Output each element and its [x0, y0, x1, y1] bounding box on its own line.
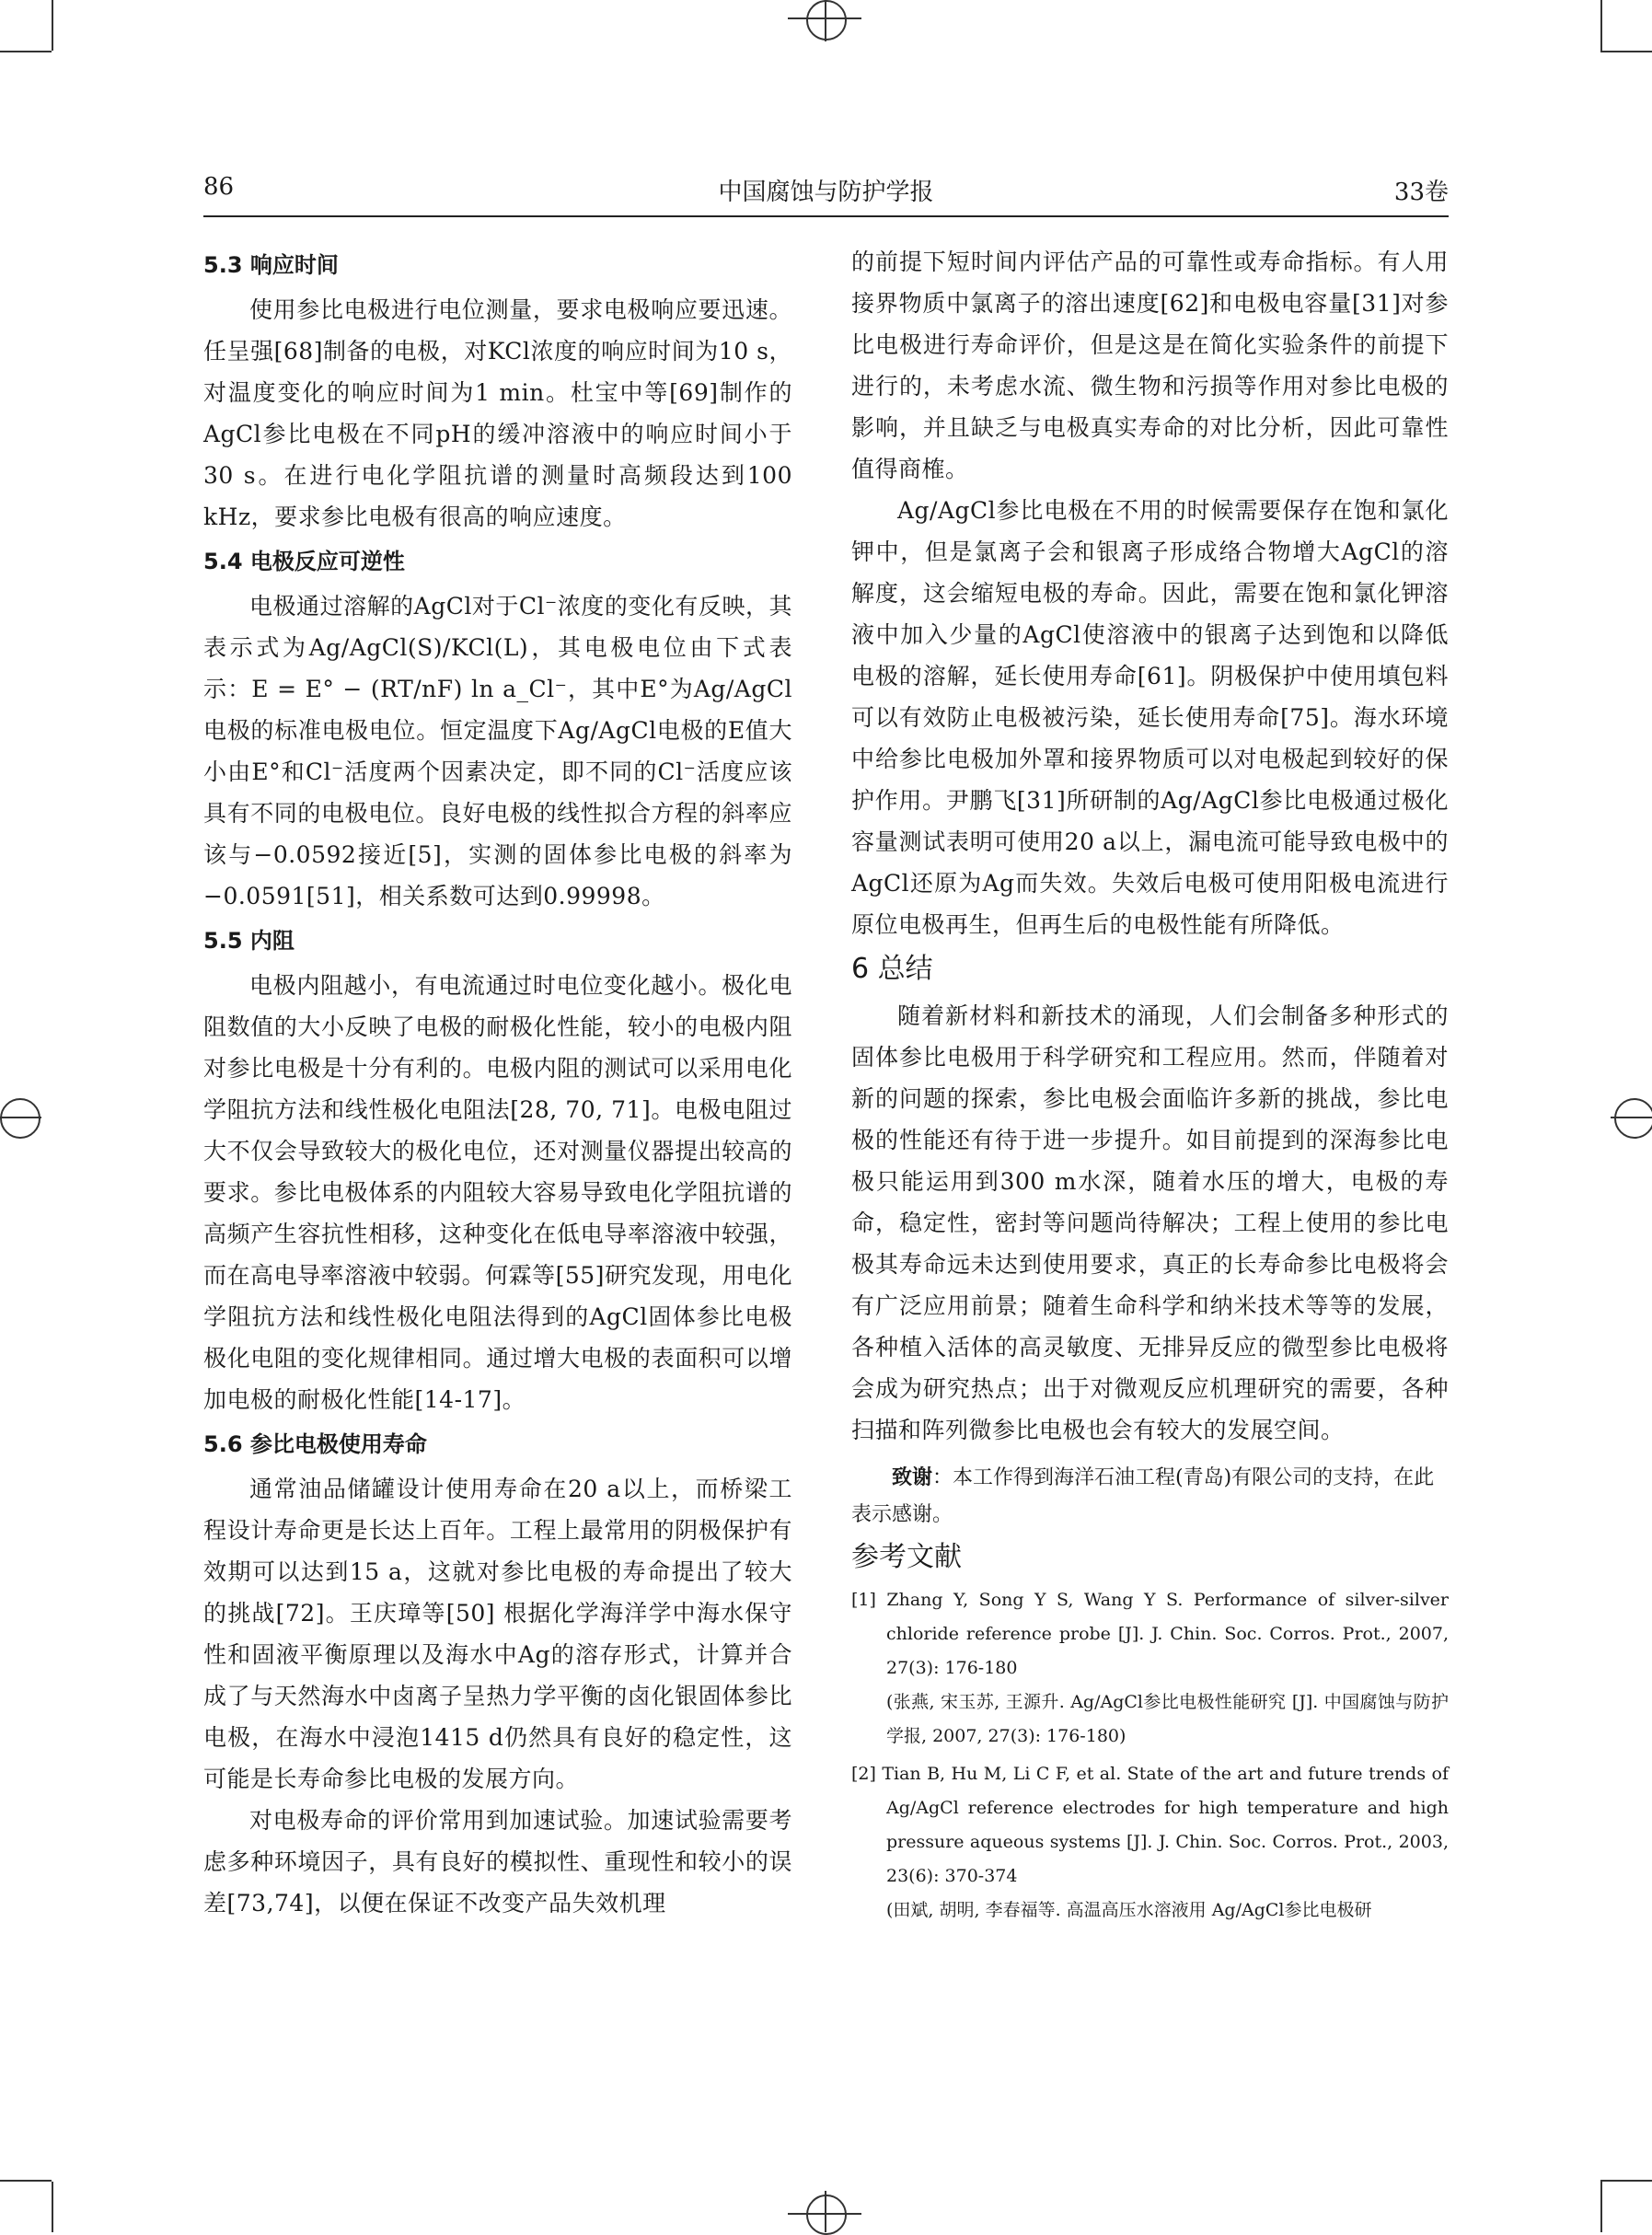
crop-mark	[788, 17, 861, 19]
section-title-5-5: 5.5 内阻	[203, 928, 295, 954]
section-title-5-6: 5.6 参比电极使用寿命	[203, 1431, 427, 1457]
reference-cn: (张燕, 宋玉苏, 王源升. Ag/AgCl参比电极性能研究 [J]. 中国腐蚀与防护学报, 2007, 27(3): 176-180)	[886, 1692, 1449, 1746]
section-title-5-3: 5.3 响应时间	[203, 252, 339, 278]
crop-mark	[1600, 2180, 1652, 2182]
references-title: 参考文献	[851, 1541, 962, 1573]
section-title-6: 6 总结	[851, 953, 933, 985]
paragraph: 电极内阻越小，有电流通过时电位变化越小。极化电阻数值的大小反映了电极的耐极化性能，较小的电极内阻对参比电极是十分有利的。电极内阻的测试可以采用电化学阻抗方法和线性极化电阻法[28, 70, 71]。电极电阻过大不仅会导致较大的极化电位，还对测量仪器提出较高的要求。参比电极体系的内阻较大容易导致电化学阻抗谱的高频产生容抗性相移，这种变化在低电导率溶液中较强，而在高电导率溶液中较弱。何霖等[55]研究发现，用电化学阻抗方法和线性极化电阻法得到的AgCl固体参比电极极化电阻的变化规律相同。通过增大电极的表面积可以增加电极的耐极化性能[14-17]。	[203, 972, 792, 1413]
crop-mark	[1600, 0, 1602, 51]
paragraph: 对电极寿命的评价常用到加速试验。加速试验需要考虑多种环境因子，具有良好的模拟性、重现性和较小的误差[73,74]，以便在保证不改变产品失效机理	[203, 1807, 792, 1917]
registration-mark-icon	[806, 2194, 847, 2235]
crop-mark	[0, 51, 52, 52]
reference-item	[851, 1757, 1449, 1928]
right-column	[851, 241, 1449, 1928]
crop-mark	[52, 0, 53, 51]
reference-cn: (田斌, 胡明, 李春福等. 高温高压水溶液用 Ag/AgCl参比电极研	[886, 1900, 1372, 1920]
crop-mark	[0, 2180, 52, 2182]
paragraph: Ag/AgCl参比电极在不用的时候需要保存在饱和氯化钾中，但是氯离子会和银离子形成络合物增大AgCl的溶解度，这会缩短电极的寿命。因此，需要在饱和氯化钾溶液中加入少量的AgCl使溶液中的银离子达到饱和以降低电极的溶解，延长使用寿命[61]。阴极保护中使用填包料可以有效防止电极被污染，延长使用寿命[75]。海水环境中给参比电极加外罩和接界物质可以对电极起到较好的保护作用。尹鹏飞[31]所研制的Ag/AgCl参比电极通过极化容量测试表明可使用20 a以上，漏电流可能导致电极中的AgCl还原为Ag而失效。失效后电极可使用阳极电流进行原位电极再生，但再生后的电极性能有所降低。	[851, 497, 1449, 938]
paragraph: 随着新材料和新技术的涌现，人们会制备多种形式的固体参比电极用于科学研究和工程应用。然而，伴随着对新的问题的探索，参比电极会面临许多新的挑战，参比电极的性能还有待于进一步提升。如目前提到的深海参比电极只能运用到300 m水深，随着水压的增大，电极的寿命，稳定性，密封等问题尚待解决；工程上使用的参比电极其寿命远未达到使用要求，真正的长寿命参比电极将会有广泛应用前景；随着生命科学和纳米技术等等的发展，各种植入活体的高灵敏度、无排异反应的微型参比电极将会成为研究热点；出于对微观反应机理研究的需要，各种扫描和阵列微参比电极也会有较大的发展空间。	[851, 1002, 1449, 1443]
acknowledgement-label: 致谢	[892, 1466, 933, 1489]
paragraph: 电极通过溶解的AgCl对于Cl⁻浓度的变化有反映，其表示式为Ag/AgCl(S)/KCl(L)，其电极电位由下式表示：E = E° − (RT/nF) ln a_Cl⁻，其中E°为Ag/AgCl电极的标准电极电位。恒定温度下Ag/AgCl电极的E值大小由E°和Cl⁻活度两个因素决定，即不同的Cl⁻活度应该具有不同的电极电位。良好电极的线性拟合方程的斜率应该与−0.0592接近[5]，实测的固体参比电极的斜率为−0.0591[51]，相关系数可达到0.99998。	[203, 593, 792, 909]
page-number: 86	[203, 173, 235, 201]
volume-number: 33卷	[1393, 179, 1449, 206]
acknowledgement	[851, 1460, 1449, 1534]
reference-en: [1] Zhang Y, Song Y S, Wang Y S. Performance of silver-silver chloride reference probe [J]. J. Chin. Soc. Corros. Prot., 2007, 27(3): 176-180	[851, 1590, 1449, 1678]
paragraph: 使用参比电极进行电位测量，要求电极响应要迅速。任呈强[68]制备的电极，对KCl浓度的响应时间为10 s，对温度变化的响应时间为1 min。杜宝中等[69]制作的AgCl参比电极在不同pH的缓冲溶液中的响应时间小于30 s。在进行电化学阻抗谱的测量时高频段达到100 kHz，要求参比电极有很高的响应速度。	[203, 296, 792, 530]
paragraph: 通常油品储罐设计使用寿命在20 a以上，而桥梁工程设计寿命更是长达上百年。工程上最常用的阴极保护有效期可以达到15 a，这就对参比电极的寿命提出了较大的挑战[72]。王庆璋等[50] 根据化学海洋学中海水保守性和固液平衡原理以及海水中Ag的溶存形式，计算并合成了与天然海水中卤离子呈热力学平衡的卤化银固体参比电极，在海水中浸泡1415 d仍然具有良好的稳定性，这可能是长寿命参比电极的发展方向。	[203, 1476, 792, 1792]
crop-mark	[825, 0, 826, 41]
header-rule	[203, 215, 1449, 217]
section-title-5-4: 5.4 电极反应可逆性	[203, 549, 405, 574]
paragraph: 的前提下短时间内评估产品的可靠性或寿命指标。有人用接界物质中氯离子的溶出速度[62]和电极电容量[31]对参比电极进行寿命评价，但是这是在简化实验条件的前提下进行的，未考虑水流、微生物和污损等作用对参比电极的影响，并且缺乏与电极真实寿命的对比分析，因此可靠性值得商榷。	[851, 249, 1449, 482]
crop-mark	[825, 2191, 826, 2232]
running-header	[203, 173, 1449, 212]
registration-mark-icon	[806, 0, 847, 41]
crop-mark	[0, 1117, 41, 1118]
crop-mark	[1611, 1117, 1652, 1118]
reference-item	[851, 1583, 1449, 1754]
left-column	[203, 241, 792, 1924]
reference-en: [2] Tian B, Hu M, Li C F, et al. State of the art and future trends of Ag/AgCl reference electrodes for high temperature and high pressure aqueous systems [J]. J. Chin. Soc. Corros. Prot., 2003, 23(6): 370-374	[851, 1764, 1449, 1886]
registration-mark-icon	[0, 1098, 40, 1139]
crop-mark	[788, 2213, 861, 2215]
crop-mark	[52, 2182, 53, 2232]
crop-mark	[1600, 51, 1652, 52]
registration-mark-icon	[1614, 1098, 1652, 1139]
crop-mark	[1600, 2182, 1602, 2232]
journal-title: 中国腐蚀与防护学报	[718, 179, 934, 206]
acknowledgement-text: ：本工作得到海洋石油工程(青岛)有限公司的支持，在此表示感谢。	[851, 1466, 1435, 1526]
